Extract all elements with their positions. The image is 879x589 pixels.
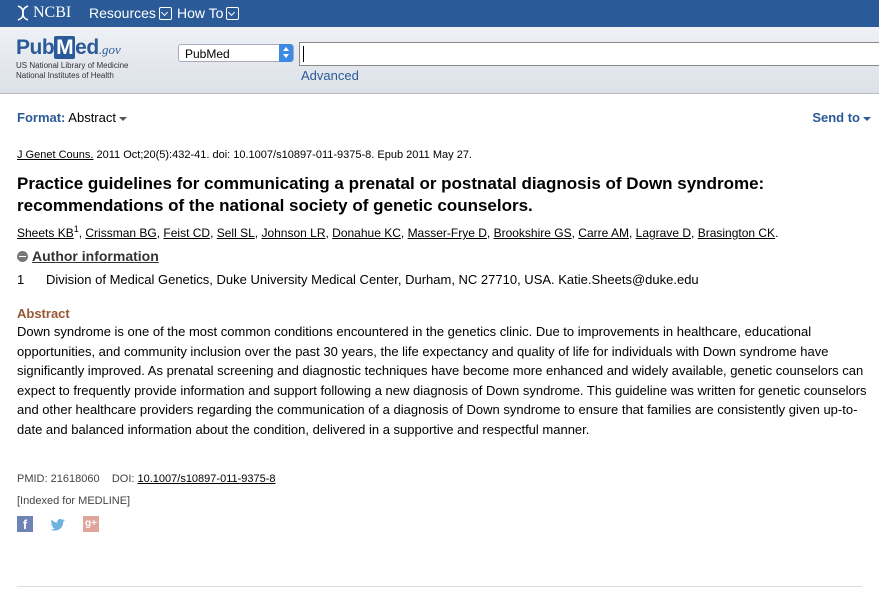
twitter-bird-icon (50, 516, 66, 532)
collapse-minus-icon (17, 251, 28, 262)
citation-line (17, 149, 472, 161)
google-plus-icon[interactable]: g+ (83, 516, 99, 532)
author-link[interactable]: Crissman BG (85, 226, 157, 240)
database-select[interactable] (178, 44, 294, 62)
author-link[interactable]: Brookshire GS (493, 226, 572, 240)
abstract-text: Down syndrome is one of the most common conditions encountered in the genetics clinic. Due to improvements in healthcare, educational opportunities, and community inclusion over the past 30 years, the life expectancy and quality of life for individuals with Down syndrome have significantly improved. As prenatal screening and diagnostic techniques have become more enhanced and widely available, genetic counselors can expect to frequently provide information and support following a new diagnosis of Down syndrome. This guideline was written for genetic counselors and other healthcare providers regarding the communication of a diagnosis of Down syndrome to ensure that families are consistently given up-to-date and balanced information about the condition, delivered in a supportive and respectful manner. (17, 324, 867, 437)
database-select-value: PubMed (185, 47, 230, 61)
search-input[interactable] (299, 42, 879, 66)
pmid-value: 21618060 (50, 473, 100, 485)
article-title: Practice guidelines for communicating a prenatal or postnatal diagnosis of Down syndrome: recommendations of the national society of genetic counselors. (17, 174, 765, 215)
send-to-menu[interactable] (812, 110, 871, 125)
resources-menu-label: Resources (89, 5, 156, 21)
advanced-search-link[interactable]: Advanced (301, 68, 359, 83)
format-label: Format: (17, 110, 66, 125)
author-link[interactable]: Sell SL (216, 226, 255, 240)
author-link[interactable]: Masser-Frye D (407, 226, 487, 240)
author-link[interactable]: Feist CD (163, 226, 211, 240)
format-menu[interactable] (17, 110, 127, 125)
how-to-menu-label: How To (177, 5, 224, 21)
select-arrows-icon (279, 44, 293, 62)
author-link[interactable]: Carre AM (578, 226, 629, 240)
doi-link[interactable]: 10.1007/s10897-011-9375-8 (137, 473, 276, 485)
citation-details: 2011 Oct;20(5):432-41. doi: 10.1007/s10897-011-9375-8. Epub 2011 May 27. (96, 149, 472, 161)
ncbi-logo-text: NCBI (33, 4, 72, 21)
format-value: Abstract (68, 110, 116, 125)
author-link[interactable]: Donahue KC (332, 226, 401, 240)
medline-status: [Indexed for MEDLINE] (17, 495, 131, 507)
author-information-toggle[interactable] (17, 248, 159, 264)
affiliation-number: 1 (17, 272, 25, 287)
caret-down-icon (119, 117, 127, 121)
ncbi-top-bar (0, 0, 879, 27)
nlm-subtitle: US National Library of Medicine National Institutes of Health (16, 61, 129, 80)
how-to-menu[interactable] (177, 5, 239, 21)
divider (17, 586, 862, 587)
ncbi-helix-icon (16, 5, 30, 21)
author-link[interactable]: Sheets KB (17, 226, 74, 240)
chevron-down-icon (159, 7, 172, 20)
author-link[interactable]: Lagrave D (635, 226, 692, 240)
affiliation-text: Division of Medical Genetics, Duke University Medical Center, Durham, NC 27710, USA. Katie.Sheets@duke.edu (46, 272, 699, 287)
facebook-icon[interactable]: f (17, 516, 33, 532)
pubmed-logo[interactable] (16, 36, 129, 81)
doi-label: DOI: (111, 473, 135, 485)
social-share (17, 516, 99, 532)
caret-down-icon (863, 117, 871, 121)
identifiers (17, 473, 276, 485)
resources-menu[interactable] (89, 5, 172, 21)
author-link[interactable]: Johnson LR (261, 226, 326, 240)
pmid-label: PMID: (17, 473, 48, 485)
send-to-label: Send to (812, 110, 860, 125)
author-list: Sheets $KB^1$, Crissman BG, Feist CD, Sell SL, Johnson LR, Donahue KC, Masser-Frye D, Brookshire GS, Carre AM, Lagrave D, Brasington CK. (17, 224, 779, 240)
search-header (0, 27, 879, 94)
author-affiliation-sup: 1 (73, 224, 79, 234)
author-information-link[interactable]: Author information (32, 248, 159, 264)
pubmed-logo-word: PubMed (16, 36, 99, 59)
twitter-icon[interactable] (50, 516, 66, 532)
chevron-down-icon (226, 7, 239, 20)
ncbi-logo[interactable] (16, 4, 71, 22)
pubmed-logo-gov: .gov (98, 42, 121, 57)
journal-link[interactable]: J Genet Couns. (17, 149, 94, 161)
affiliation (17, 272, 699, 287)
author-link[interactable]: Brasington CK (697, 226, 776, 240)
abstract-heading: Abstract (17, 306, 70, 321)
